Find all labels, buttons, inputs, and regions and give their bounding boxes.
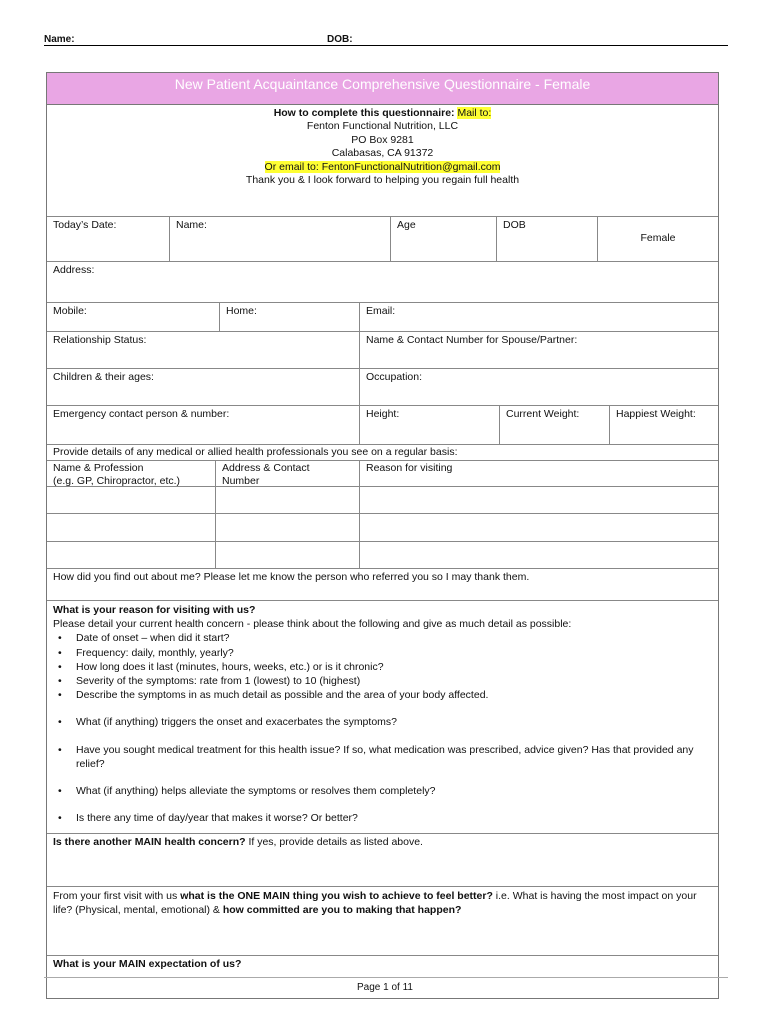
main-goal-bold-1: what is the ONE MAIN thing you wish to achieve to feel better? xyxy=(180,890,493,902)
happiest-weight-label: Happiest Weight: xyxy=(616,408,696,420)
sex-value: Female xyxy=(640,232,676,244)
company-name: Fenton Functional Nutrition, LLC xyxy=(306,120,459,133)
intro-section xyxy=(47,105,718,262)
header-name-label: Name: xyxy=(44,34,75,45)
relationship-status-label: Relationship Status: xyxy=(53,334,147,346)
col-address-contact xyxy=(215,461,359,486)
professional-name-cell[interactable] xyxy=(47,487,215,513)
professional-reason-cell[interactable] xyxy=(359,514,718,541)
reason-section[interactable] xyxy=(47,601,718,834)
col-name-profession-line2: (e.g. GP, Chiropractor, etc.) xyxy=(53,475,181,487)
list-item: • Severity of the symptoms: rate from 1 (lowest) to 10 (highest) xyxy=(53,674,712,688)
professionals-row xyxy=(47,514,718,542)
todays-date-label: Today’s Date: xyxy=(53,219,117,231)
alleviate-question: • What (if anything) helps alleviate the symptoms or resolves them completely? xyxy=(53,784,712,798)
reason-heading: What is your reason for visiting with us? xyxy=(53,604,256,616)
expectation-question: What is your MAIN expectation of us? xyxy=(53,958,242,970)
height-label: Height: xyxy=(366,408,400,420)
age-label: Age xyxy=(397,219,416,231)
age-field[interactable] xyxy=(390,217,496,262)
name-field[interactable] xyxy=(169,217,390,262)
col-reason-visiting-label: Reason for visiting xyxy=(366,462,453,474)
col-reason-visiting xyxy=(359,461,718,486)
dob-label: DOB xyxy=(503,219,526,231)
professionals-row xyxy=(47,542,718,569)
emergency-contact-field[interactable] xyxy=(47,406,359,444)
professional-reason-cell[interactable] xyxy=(359,487,718,513)
emergency-contact-label: Emergency contact person & number: xyxy=(53,408,230,420)
professionals-row xyxy=(47,487,718,514)
referral-row[interactable] xyxy=(47,569,718,601)
current-weight-field[interactable] xyxy=(499,406,609,444)
po-box: PO Box 9281 xyxy=(351,133,414,146)
reason-question-list xyxy=(53,715,712,825)
children-row xyxy=(47,369,718,406)
questionnaire-form xyxy=(46,72,719,999)
footer-divider xyxy=(44,977,728,978)
header-dob-label: DOB: xyxy=(327,34,353,45)
email-label: Email: xyxy=(366,305,396,317)
col-name-profession xyxy=(47,461,215,486)
relationship-status-field[interactable] xyxy=(47,332,359,368)
phone-row xyxy=(47,303,718,332)
col-address-contact-line1: Address & Contact xyxy=(222,462,310,474)
occupation-label: Occupation: xyxy=(366,371,423,383)
professional-name-cell[interactable] xyxy=(47,542,215,568)
list-item: • How long does it last (minutes, hours, weeks, etc.) or is it chronic? xyxy=(53,660,712,674)
children-label: Children & their ages: xyxy=(53,371,154,383)
professional-address-cell[interactable] xyxy=(215,514,359,541)
reason-bullet-list xyxy=(53,631,712,702)
basic-info-row xyxy=(47,216,718,262)
mobile-label: Mobile: xyxy=(53,305,87,317)
professional-address-cell[interactable] xyxy=(215,542,359,568)
professionals-intro xyxy=(47,445,718,460)
spouse-contact-field[interactable] xyxy=(359,332,718,368)
another-concern-bold: Is there another MAIN health concern? xyxy=(53,836,246,848)
address-field[interactable] xyxy=(47,262,718,302)
relationship-row xyxy=(47,332,718,369)
another-concern-rest: If yes, provide details as listed above. xyxy=(245,836,423,848)
list-item: • Date of onset – when did it start? xyxy=(53,631,712,645)
col-address-contact-line2: Number xyxy=(222,475,260,487)
main-goal-text-1: From your first visit with us xyxy=(53,890,181,902)
home-phone-field[interactable] xyxy=(219,303,359,331)
main-goal-bold-2: how committed are you to making that happen? xyxy=(222,904,462,916)
current-weight-label: Current Weight: xyxy=(506,408,580,420)
professionals-intro-text: Provide details of any medical or allied health professionals you see on a regular basis: xyxy=(53,446,458,458)
triggers-question: • What (if anything) triggers the onset and exacerbates the symptoms? xyxy=(53,715,712,729)
list-item: • Describe the symptoms in as much detail as possible and the area of your body affected. xyxy=(53,688,712,702)
col-name-profession-line1: Name & Profession xyxy=(53,462,144,474)
home-phone-label: Home: xyxy=(226,305,257,317)
professional-reason-cell[interactable] xyxy=(359,542,718,568)
list-item: • Frequency: daily, monthly, yearly? xyxy=(53,646,712,660)
treatment-question: • Have you sought medical treatment for this health issue? If so, what medication was prescribed, advice given? Has that provided any relief? xyxy=(53,743,712,771)
main-goal-text-2: i.e. What is having the most impact on your life? (Physical, mental, emotional) & xyxy=(53,890,697,916)
city-line: Calabasas, CA 91372 xyxy=(331,147,434,160)
top-header-line xyxy=(44,34,728,46)
intro-text xyxy=(47,105,718,217)
occupation-field[interactable] xyxy=(359,369,718,405)
professionals-header-row xyxy=(47,460,718,487)
mobile-field[interactable] xyxy=(47,303,219,331)
form-title: New Patient Acquaintance Comprehensive Questionnaire - Female xyxy=(47,73,718,105)
time-question: • Is there any time of day/year that makes it worse? Or better? xyxy=(53,811,712,825)
height-field[interactable] xyxy=(359,406,499,444)
mail-to-label: Mail to: xyxy=(457,107,492,119)
professional-address-cell[interactable] xyxy=(215,487,359,513)
reason-instruction: Please detail your current health concern - please think about the following and give as much detail as possible: xyxy=(53,618,572,631)
address-row xyxy=(47,262,718,303)
happiest-weight-field[interactable] xyxy=(609,406,718,444)
another-concern-row[interactable] xyxy=(47,834,718,887)
spouse-contact-label: Name & Contact Number for Spouse/Partner: xyxy=(366,334,578,346)
referral-question: How did you find out about me? Please let me know the person who referred you so I may thank them. xyxy=(53,571,530,583)
todays-date-field[interactable] xyxy=(47,217,169,262)
sex-field xyxy=(597,217,718,262)
main-goal-row[interactable] xyxy=(47,887,718,956)
email-line: Or email to: FentonFunctionalNutrition@gmail.com xyxy=(264,160,501,173)
email-field[interactable] xyxy=(359,303,718,331)
children-field[interactable] xyxy=(47,369,359,405)
name-label: Name: xyxy=(176,219,207,231)
address-label: Address: xyxy=(53,264,95,276)
dob-field[interactable] xyxy=(496,217,597,262)
how-to-label: How to complete this questionnaire: xyxy=(273,107,455,119)
emergency-row xyxy=(47,406,718,445)
page-number: Page 1 of 11 xyxy=(357,982,413,993)
professional-name-cell[interactable] xyxy=(47,514,215,541)
thanks-line: Thank you & I look forward to helping you regain full health xyxy=(245,174,520,187)
